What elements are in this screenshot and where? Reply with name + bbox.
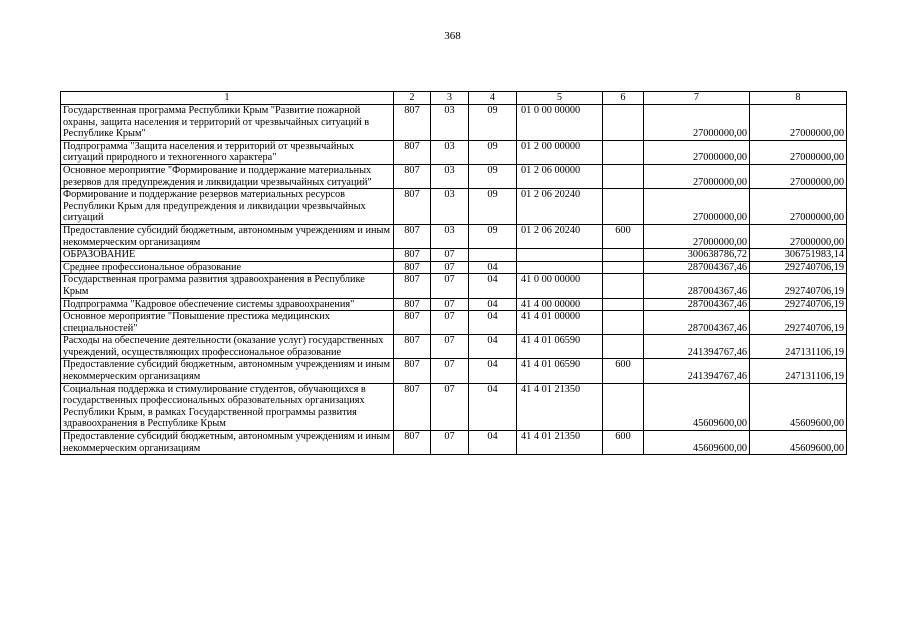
header-cell: 5 <box>517 92 603 105</box>
grbs-cell: 807 <box>394 274 431 298</box>
expense-type-cell: 600 <box>603 359 644 383</box>
amount-year1-cell: 27000000,00 <box>644 105 750 141</box>
amount-year2-cell: 247131106,19 <box>750 359 847 383</box>
target-article-cell: 41 4 01 06590 <box>517 335 603 359</box>
table-row <box>61 383 847 430</box>
grbs-cell: 807 <box>394 224 431 248</box>
subsection-cell <box>469 249 517 262</box>
table-row <box>61 189 847 225</box>
amount-year2-cell: 306751983,14 <box>750 249 847 262</box>
table-row <box>61 105 847 141</box>
expense-type-cell <box>603 335 644 359</box>
subsection-cell: 09 <box>469 189 517 225</box>
row-name-cell: Предоставление субсидий бюджетным, автономным учреждениям и иным некоммерческим организациям <box>61 224 394 248</box>
expense-type-cell <box>603 383 644 430</box>
amount-year1-cell: 287004367,46 <box>644 274 750 298</box>
row-name-cell: Основное мероприятие "Формирование и поддержание материальных резервов для предупреждения и ликвидации чрезвычайных ситуаций" <box>61 164 394 188</box>
target-article-cell: 41 4 01 06590 <box>517 359 603 383</box>
target-article-cell: 01 0 00 00000 <box>517 105 603 141</box>
amount-year2-cell: 292740706,19 <box>750 274 847 298</box>
header-cell: 2 <box>394 92 431 105</box>
table-row <box>61 298 847 311</box>
amount-year1-cell: 287004367,46 <box>644 261 750 274</box>
target-article-cell <box>517 261 603 274</box>
section-cell: 03 <box>431 164 469 188</box>
row-name-cell: Подпрограмма "Кадровое обеспечение системы здравоохранения" <box>61 298 394 311</box>
header-cell: 4 <box>469 92 517 105</box>
subsection-cell: 09 <box>469 164 517 188</box>
amount-year2-cell: 292740706,19 <box>750 261 847 274</box>
section-cell: 07 <box>431 383 469 430</box>
header-cell: 3 <box>431 92 469 105</box>
subsection-cell: 09 <box>469 140 517 164</box>
header-cell: 7 <box>644 92 750 105</box>
amount-year1-cell: 27000000,00 <box>644 224 750 248</box>
expense-type-cell <box>603 311 644 335</box>
row-name-cell: Расходы на обеспечение деятельности (оказание услуг) государственных учреждений, осуществляющих профессиональное образование <box>61 335 394 359</box>
table-header-row <box>61 92 847 105</box>
section-cell: 03 <box>431 140 469 164</box>
section-cell: 07 <box>431 261 469 274</box>
amount-year1-cell: 45609600,00 <box>644 431 750 455</box>
amount-year2-cell: 27000000,00 <box>750 105 847 141</box>
amount-year2-cell: 45609600,00 <box>750 431 847 455</box>
row-name-cell: Государственная программа Республики Крым "Развитие пожарной охраны, защита населения и территорий от чрезвычайных ситуаций в Республике Крым" <box>61 105 394 141</box>
target-article-cell: 41 4 01 21350 <box>517 431 603 455</box>
section-cell: 07 <box>431 249 469 262</box>
subsection-cell: 09 <box>469 105 517 141</box>
subsection-cell: 04 <box>469 274 517 298</box>
row-name-cell: Подпрограмма "Защита населения и территорий от чрезвычайных ситуаций природного и техногенного характера" <box>61 140 394 164</box>
amount-year2-cell: 247131106,19 <box>750 335 847 359</box>
subsection-cell: 09 <box>469 224 517 248</box>
expense-type-cell: 600 <box>603 224 644 248</box>
expense-type-cell <box>603 189 644 225</box>
section-cell: 07 <box>431 359 469 383</box>
grbs-cell: 807 <box>394 261 431 274</box>
header-cell: 8 <box>750 92 847 105</box>
expense-type-cell <box>603 274 644 298</box>
row-name-cell: ОБРАЗОВАНИЕ <box>61 249 394 262</box>
table-row <box>61 140 847 164</box>
row-name-cell: Социальная поддержка и стимулирование студентов, обучающихся в государственных профессиональных образовательных организациях Республики Крым, в рамках Государственной программы развития здравоохранения в Республике Крым <box>61 383 394 430</box>
row-name-cell: Среднее профессиональное образование <box>61 261 394 274</box>
header-cell: 6 <box>603 92 644 105</box>
expense-type-cell: 600 <box>603 431 644 455</box>
target-article-cell: 41 4 01 21350 <box>517 383 603 430</box>
amount-year1-cell: 300638786,72 <box>644 249 750 262</box>
amount-year2-cell: 45609600,00 <box>750 383 847 430</box>
target-article-cell: 41 4 01 00000 <box>517 311 603 335</box>
subsection-cell: 04 <box>469 311 517 335</box>
expense-type-cell <box>603 140 644 164</box>
amount-year2-cell: 292740706,19 <box>750 311 847 335</box>
table-row <box>61 164 847 188</box>
amount-year2-cell: 27000000,00 <box>750 224 847 248</box>
grbs-cell: 807 <box>394 298 431 311</box>
section-cell: 07 <box>431 335 469 359</box>
subsection-cell: 04 <box>469 383 517 430</box>
expense-type-cell <box>603 249 644 262</box>
amount-year1-cell: 241394767,46 <box>644 335 750 359</box>
grbs-cell: 807 <box>394 249 431 262</box>
table-row <box>61 359 847 383</box>
target-article-cell: 41 0 00 00000 <box>517 274 603 298</box>
row-name-cell: Предоставление субсидий бюджетным, автономным учреждениям и иным некоммерческим организациям <box>61 431 394 455</box>
subsection-cell: 04 <box>469 359 517 383</box>
grbs-cell: 807 <box>394 383 431 430</box>
expense-type-cell <box>603 105 644 141</box>
amount-year2-cell: 27000000,00 <box>750 140 847 164</box>
expense-type-cell <box>603 298 644 311</box>
expense-type-cell <box>603 164 644 188</box>
table-row <box>61 249 847 262</box>
subsection-cell: 04 <box>469 298 517 311</box>
grbs-cell: 807 <box>394 359 431 383</box>
subsection-cell: 04 <box>469 335 517 359</box>
target-article-cell: 01 2 06 00000 <box>517 164 603 188</box>
row-name-cell: Формирование и поддержание резервов материальных ресурсов Республики Крым для предупреждения и ликвидации чрезвычайных ситуаций <box>61 189 394 225</box>
section-cell: 07 <box>431 431 469 455</box>
amount-year1-cell: 27000000,00 <box>644 164 750 188</box>
table-row <box>61 274 847 298</box>
grbs-cell: 807 <box>394 335 431 359</box>
target-article-cell: 01 2 06 20240 <box>517 189 603 225</box>
header-cell: 1 <box>61 92 394 105</box>
target-article-cell: 41 4 00 00000 <box>517 298 603 311</box>
row-name-cell: Предоставление субсидий бюджетным, автономным учреждениям и иным некоммерческим организациям <box>61 359 394 383</box>
amount-year2-cell: 27000000,00 <box>750 189 847 225</box>
row-name-cell: Государственная программа развития здравоохранения в Республике Крым <box>61 274 394 298</box>
section-cell: 03 <box>431 189 469 225</box>
section-cell: 03 <box>431 105 469 141</box>
table-row <box>61 335 847 359</box>
amount-year2-cell: 27000000,00 <box>750 164 847 188</box>
subsection-cell: 04 <box>469 431 517 455</box>
budget-table <box>60 91 847 455</box>
amount-year1-cell: 241394767,46 <box>644 359 750 383</box>
row-name-cell: Основное мероприятие "Повышение престижа медицинских специальностей" <box>61 311 394 335</box>
target-article-cell: 01 2 00 00000 <box>517 140 603 164</box>
grbs-cell: 807 <box>394 189 431 225</box>
section-cell: 07 <box>431 311 469 335</box>
table-row <box>61 261 847 274</box>
table-row <box>61 311 847 335</box>
expense-type-cell <box>603 261 644 274</box>
table-row <box>61 431 847 455</box>
section-cell: 03 <box>431 224 469 248</box>
grbs-cell: 807 <box>394 431 431 455</box>
subsection-cell: 04 <box>469 261 517 274</box>
grbs-cell: 807 <box>394 140 431 164</box>
amount-year1-cell: 45609600,00 <box>644 383 750 430</box>
section-cell: 07 <box>431 274 469 298</box>
amount-year2-cell: 292740706,19 <box>750 298 847 311</box>
grbs-cell: 807 <box>394 105 431 141</box>
amount-year1-cell: 27000000,00 <box>644 189 750 225</box>
amount-year1-cell: 287004367,46 <box>644 298 750 311</box>
grbs-cell: 807 <box>394 311 431 335</box>
amount-year1-cell: 287004367,46 <box>644 311 750 335</box>
page-number: 368 <box>444 30 461 42</box>
grbs-cell: 807 <box>394 164 431 188</box>
amount-year1-cell: 27000000,00 <box>644 140 750 164</box>
section-cell: 07 <box>431 298 469 311</box>
target-article-cell: 01 2 06 20240 <box>517 224 603 248</box>
table-row <box>61 224 847 248</box>
target-article-cell <box>517 249 603 262</box>
